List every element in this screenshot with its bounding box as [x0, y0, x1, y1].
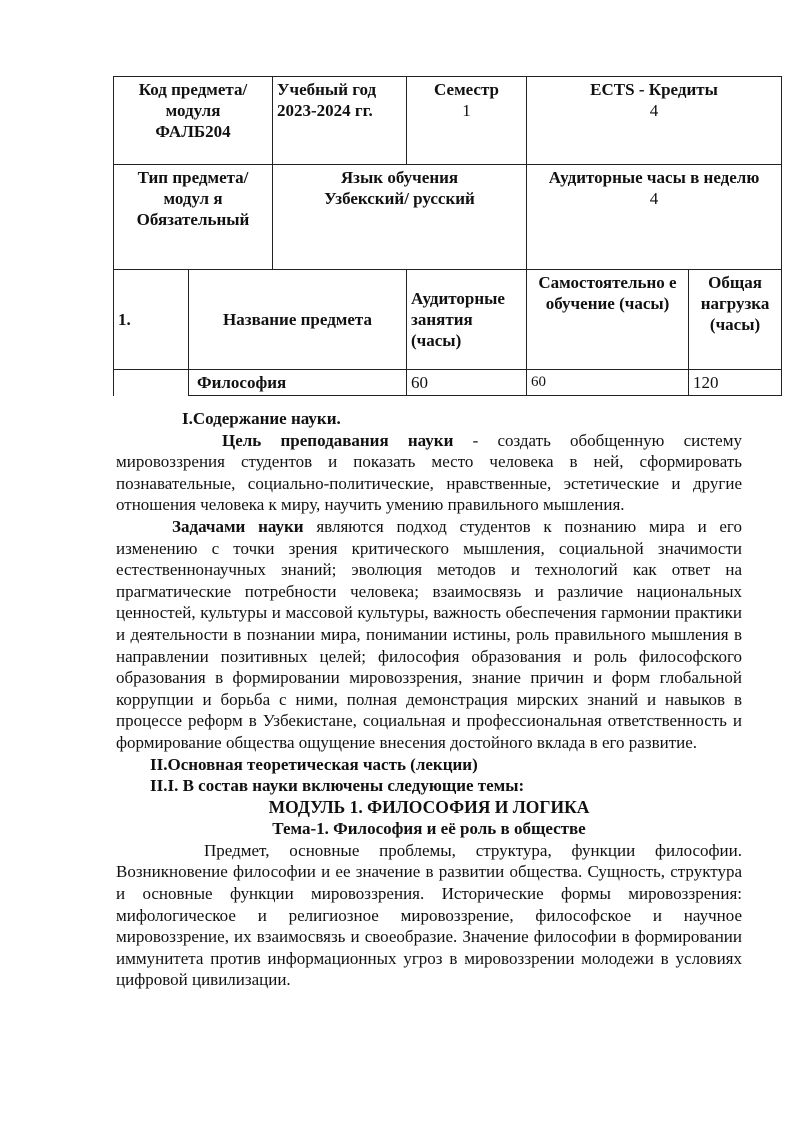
- ects-cell: [527, 77, 782, 165]
- auditory-hours-value: 60: [407, 370, 527, 396]
- auditory-hours-header: Аудиторные занятия (часы): [407, 270, 527, 370]
- course-info-table: [113, 76, 782, 396]
- table-row: [114, 370, 782, 396]
- year-value: 2023-2024 гг.: [277, 101, 373, 120]
- code-label: Код предмета/модуля: [138, 80, 248, 120]
- table-row: [114, 77, 782, 165]
- total-load-value: 120: [689, 370, 782, 396]
- hours-value: 4: [649, 189, 659, 208]
- tasks-text: являются подход студентов к познанию мира и его изменению с точки зрения критического мышления, социальной значимости естественнонаучных знаний; эволюция методов и технологий как ответ на прагматические потребности человека; взаимосвязь и различие национальных ценностей, культуры и массовой культуры, важность обеспечения гармонии практики и деятельности в познании мира, понимании истины, роль правильного мышления в направлении позитивных целей; философия образования и роль философского образования в формировании мировоззрения, знание причин и форм глобальной коррупции и борьба с ними, полная демонстрация мирских знаний и навыков в процессе реформ в Узбекистане, социальная и профессиональная ответственность и формирование общества ощущение внесения достойного вклада в его развитие.: [116, 516, 742, 752]
- subject-name: Философия: [189, 370, 407, 396]
- language-cell: [273, 165, 527, 270]
- type-value: Обязательный: [136, 210, 250, 229]
- tasks-heading: Задачами науки: [172, 516, 304, 536]
- hours-label: Аудиторные часы в неделю: [548, 168, 760, 187]
- type-cell: [114, 165, 273, 270]
- code-cell: [114, 77, 273, 165]
- semester-value: 1: [462, 101, 471, 120]
- semester-cell: [407, 77, 527, 165]
- empty-cell: [114, 370, 189, 396]
- self-study-value: 60: [527, 370, 689, 396]
- section-1-title: I.Содержание науки.: [182, 409, 341, 428]
- table-row: [114, 270, 782, 370]
- row-number: 1.: [118, 310, 131, 329]
- goal-paragraph: [116, 430, 742, 516]
- self-study-header: Самостоятельно е обучение (часы): [527, 270, 689, 370]
- hours-cell: [527, 165, 782, 270]
- module-title: МОДУЛЬ 1. ФИЛОСОФИЯ И ЛОГИКА: [268, 796, 590, 817]
- table-row: [114, 165, 782, 270]
- ects-value: 4: [649, 101, 659, 120]
- section-2-1-title: II.I. В состав науки включены следующие темы:: [150, 776, 525, 796]
- goal-heading: Цель преподавания науки: [222, 430, 454, 450]
- semester-label: Семестр: [434, 80, 499, 99]
- language-value: Узбекский/ русский: [324, 189, 475, 208]
- tasks-paragraph: [116, 516, 742, 754]
- code-value: ФАЛБ204: [155, 122, 231, 141]
- ects-label: ECTS - Кредиты: [590, 80, 718, 99]
- language-label: Язык обучения: [340, 168, 459, 187]
- topic-1-title: Тема-1. Философия и её роль в обществе: [272, 819, 586, 839]
- type-label: Тип предмета/модул я: [137, 168, 249, 208]
- year-label: Учебный год: [277, 80, 377, 99]
- goal-text: - создать обобщенную систему мировоззрения студентов и показать место человека в ней, сформировать познавательные, социально-политические, нравственные, эстетические и другие отношения человека к миру, научить умению правильного мышления.: [116, 430, 742, 515]
- total-load-header: Общая нагрузка (часы): [689, 270, 782, 370]
- document-body: [116, 408, 742, 991]
- topic-1-text: Предмет, основные проблемы, структура, функции философии. Возникновение философии и ее значение в развитии общества. Сущность, структура и основные функции мировоззрения. Исторические формы мировоззрения: мифологическое и религиозное мировоззрение, философское и научное мировоззрение, их взаимосвязь и своеобразие. Значение философии в формировании иммунитета против информационных угроз в мировоззрении молодежи в условиях цифровой цивилизации.: [116, 840, 742, 990]
- row-number-cell: [114, 270, 189, 370]
- subject-name-header: Название предмета: [189, 270, 407, 370]
- year-cell: [273, 77, 407, 165]
- section-2-title: II.Основная теоретическая часть (лекции): [150, 754, 478, 774]
